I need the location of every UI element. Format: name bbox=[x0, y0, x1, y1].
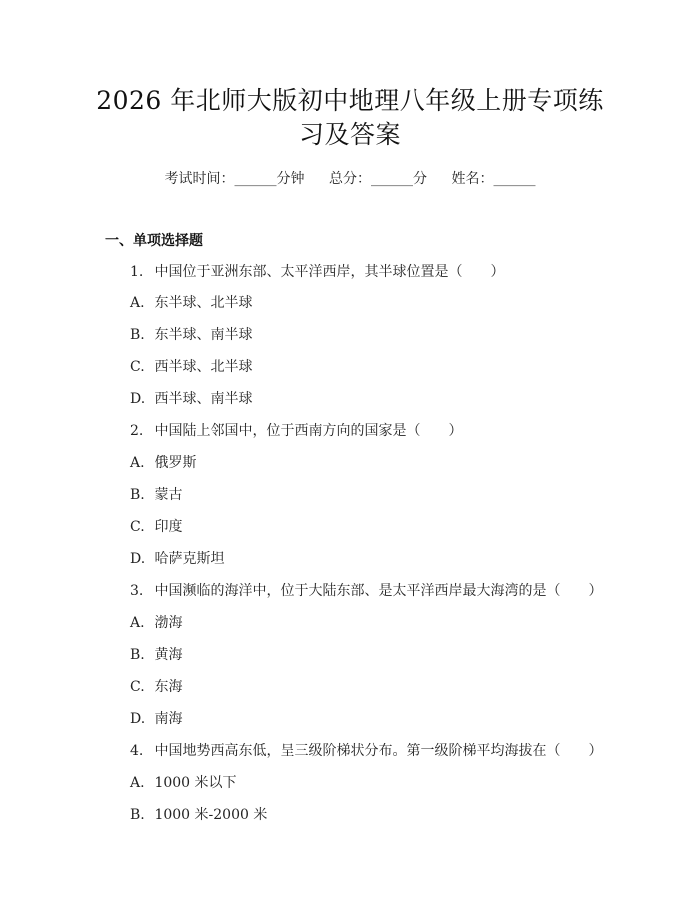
answer-option bbox=[130, 324, 252, 344]
option-text: 蒙古 bbox=[154, 487, 183, 503]
option-letter: B. bbox=[130, 327, 145, 343]
answer-option bbox=[130, 772, 237, 792]
option-letter: A. bbox=[130, 615, 145, 631]
document-title-line-2: 习及答案 bbox=[298, 120, 401, 149]
option-letter: D. bbox=[130, 391, 146, 407]
option-letter: D. bbox=[130, 551, 146, 567]
option-text: 俄罗斯 bbox=[154, 455, 197, 471]
option-text: 黄海 bbox=[154, 647, 183, 663]
answer-option bbox=[130, 292, 252, 312]
question-number: 1. bbox=[130, 264, 144, 280]
option-letter: B. bbox=[130, 487, 145, 503]
question-number: 3. bbox=[130, 583, 144, 599]
option-text: 1000 米以下 bbox=[154, 775, 237, 791]
option-letter: A. bbox=[130, 455, 145, 471]
answer-option bbox=[130, 516, 182, 536]
answer-option bbox=[130, 452, 196, 472]
question-number: 4. bbox=[130, 743, 144, 759]
option-letter: B. bbox=[130, 807, 145, 823]
section-heading: 一、单项选择题 bbox=[105, 233, 203, 249]
option-letter: B. bbox=[130, 647, 145, 663]
answer-option bbox=[130, 644, 182, 664]
question-text: 中国位于亚洲东部、太平洋西岸，其半球位置是（ ） bbox=[154, 264, 505, 280]
option-text: 印度 bbox=[154, 519, 183, 535]
question-stem bbox=[130, 580, 602, 600]
question-number: 2. bbox=[130, 423, 144, 439]
option-text: 东海 bbox=[154, 679, 183, 695]
answer-option bbox=[130, 548, 224, 568]
answer-option bbox=[130, 708, 182, 728]
option-text: 西半球、南半球 bbox=[154, 391, 253, 407]
document-title-line-1: 2026 年北师大版初中地理八年级上册专项练 bbox=[96, 86, 604, 115]
question-text: 中国濒临的海洋中，位于大陆东部、是太平洋西岸最大海湾的是（ ） bbox=[154, 583, 603, 599]
total-score-field: 总分：______分 bbox=[329, 171, 427, 187]
answer-option bbox=[130, 356, 252, 376]
option-text: 东半球、北半球 bbox=[154, 295, 253, 311]
answer-option bbox=[130, 676, 182, 696]
option-letter: A. bbox=[130, 775, 145, 791]
option-text: 哈萨克斯坦 bbox=[154, 551, 225, 567]
option-text: 西半球、北半球 bbox=[154, 359, 253, 375]
option-text: 1000 米-2000 米 bbox=[154, 807, 268, 823]
option-text: 南海 bbox=[154, 711, 183, 727]
option-letter: C. bbox=[130, 679, 145, 695]
exam-time-field: 考试时间：______分钟 bbox=[164, 171, 305, 187]
question-stem bbox=[130, 740, 602, 760]
question-stem bbox=[130, 420, 462, 440]
question-text: 中国地势西高东低，呈三级阶梯状分布。第一级阶梯平均海拔在（ ） bbox=[154, 743, 603, 759]
option-text: 渤海 bbox=[154, 615, 183, 631]
question-stem bbox=[130, 261, 504, 281]
question-text: 中国陆上邻国中，位于西南方向的国家是（ ） bbox=[154, 423, 463, 439]
answer-option bbox=[130, 804, 267, 824]
option-text: 东半球、南半球 bbox=[154, 327, 253, 343]
option-letter: A. bbox=[130, 295, 145, 311]
exam-info-row bbox=[0, 168, 700, 188]
answer-option bbox=[130, 388, 252, 408]
answer-option bbox=[130, 612, 182, 632]
option-letter: D. bbox=[130, 711, 146, 727]
option-letter: C. bbox=[130, 519, 145, 535]
option-letter: C. bbox=[130, 359, 145, 375]
student-name-field: 姓名：______ bbox=[451, 171, 536, 187]
answer-option bbox=[130, 484, 182, 504]
